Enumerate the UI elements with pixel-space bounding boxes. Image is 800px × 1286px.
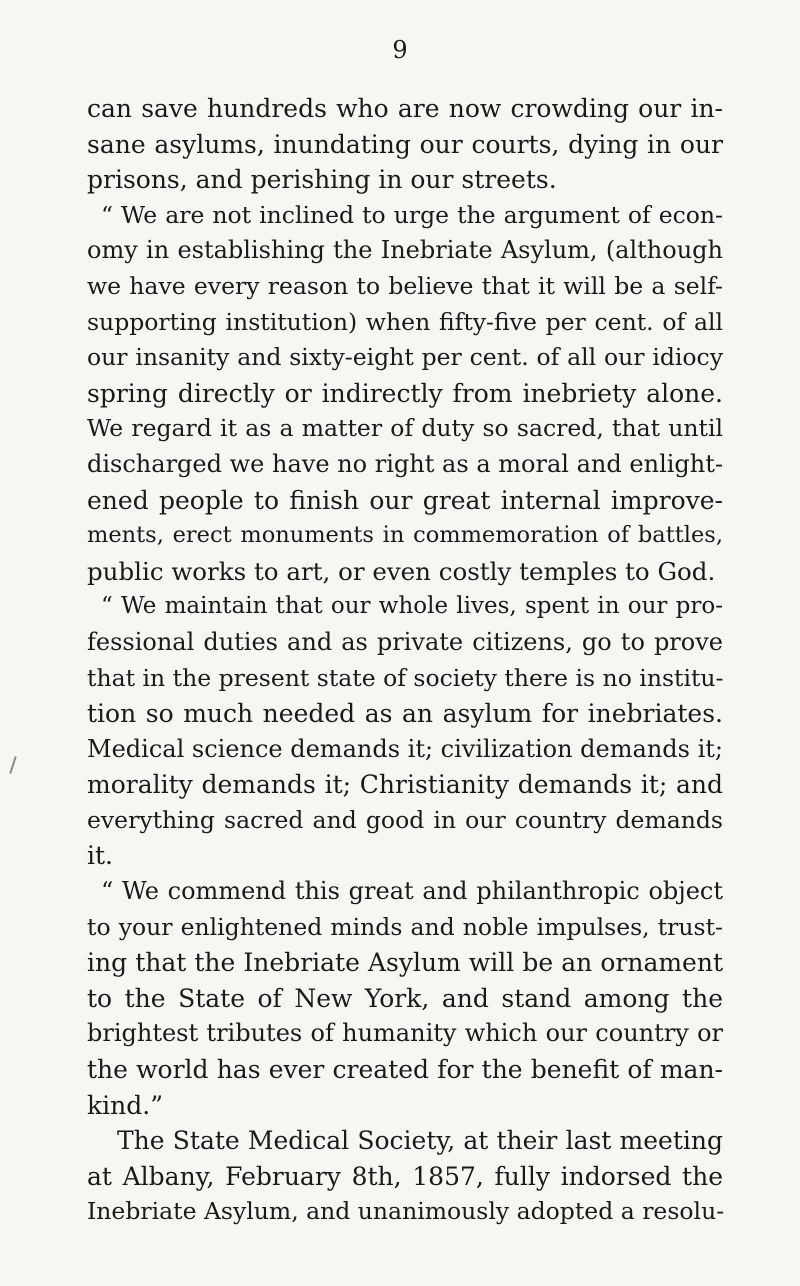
text-line: that in the present state of society there is no institu- — [87, 663, 724, 692]
text-line: discharged we have no right as a moral and enlight- — [87, 449, 723, 478]
text-line: ened people to finish our great internal improve- — [87, 485, 723, 515]
text-line: it. — [87, 841, 113, 871]
text-line: prisons, and perishing in our streets. — [87, 165, 557, 195]
text-line: public works to art, or even costly temples to God. — [87, 556, 716, 586]
text-line: Medical science demands it; civilization demands it; — [87, 734, 723, 763]
text-line: supporting institution) when fifty-five per cent. of all — [87, 307, 723, 336]
text-line: “ We maintain that our whole lives, spent in our pro- — [101, 593, 723, 620]
text-line: to the State of New York, and stand among the — [87, 983, 723, 1013]
text-line: kind.” — [87, 1090, 163, 1120]
text-line: at Albany, February 8th, 1857, fully indorsed the — [87, 1161, 723, 1191]
text-line: we have every reason to believe that it will be a self- — [87, 271, 723, 300]
text-line: can save hundreds who are now crowding our in- — [87, 94, 723, 123]
text-line: everything sacred and good in our country demands — [87, 805, 723, 834]
margin-mark — [9, 756, 16, 774]
text-line: The State Medical Society, at their last meeting — [117, 1126, 723, 1156]
text-line: the world has ever created for the benefit of man- — [87, 1055, 723, 1085]
text-line: ments, erect monuments in commemoration of battles, — [87, 522, 723, 549]
text-line: spring directly or indirectly from inebriety alone. — [87, 378, 723, 408]
page-number: 9 — [392, 36, 408, 64]
text-line: sane asylums, inundating our courts, dying in our — [87, 129, 723, 159]
text-line: We regard it as a matter of duty so sacred, that until — [87, 414, 723, 443]
text-line: “ We commend this great and philanthropic object — [101, 877, 723, 906]
text-line: to your enlightened minds and noble impulses, trust- — [87, 912, 723, 941]
text-line: our insanity and sixty-eight per cent. of all our idiocy — [87, 343, 723, 372]
text-line: tion so much needed as an asylum for inebriates. — [87, 699, 723, 729]
text-line: “ We are not inclined to urge the argument of econ- — [101, 200, 723, 229]
body-text — [87, 91, 723, 1230]
text-line: fessional duties and as private citizens, go to prove — [87, 627, 723, 656]
text-line: morality demands it; Christianity demands it; and — [87, 770, 723, 800]
text-line: ing that the Inebriate Asylum will be an ornament — [87, 948, 723, 978]
text-line: omy in establishing the Inebriate Asylum, (although — [87, 236, 723, 265]
text-line: brightest tributes of humanity which our country or — [87, 1019, 723, 1048]
text-line: Inebriate Asylum, and unanimously adopted a resolu- — [87, 1197, 725, 1226]
